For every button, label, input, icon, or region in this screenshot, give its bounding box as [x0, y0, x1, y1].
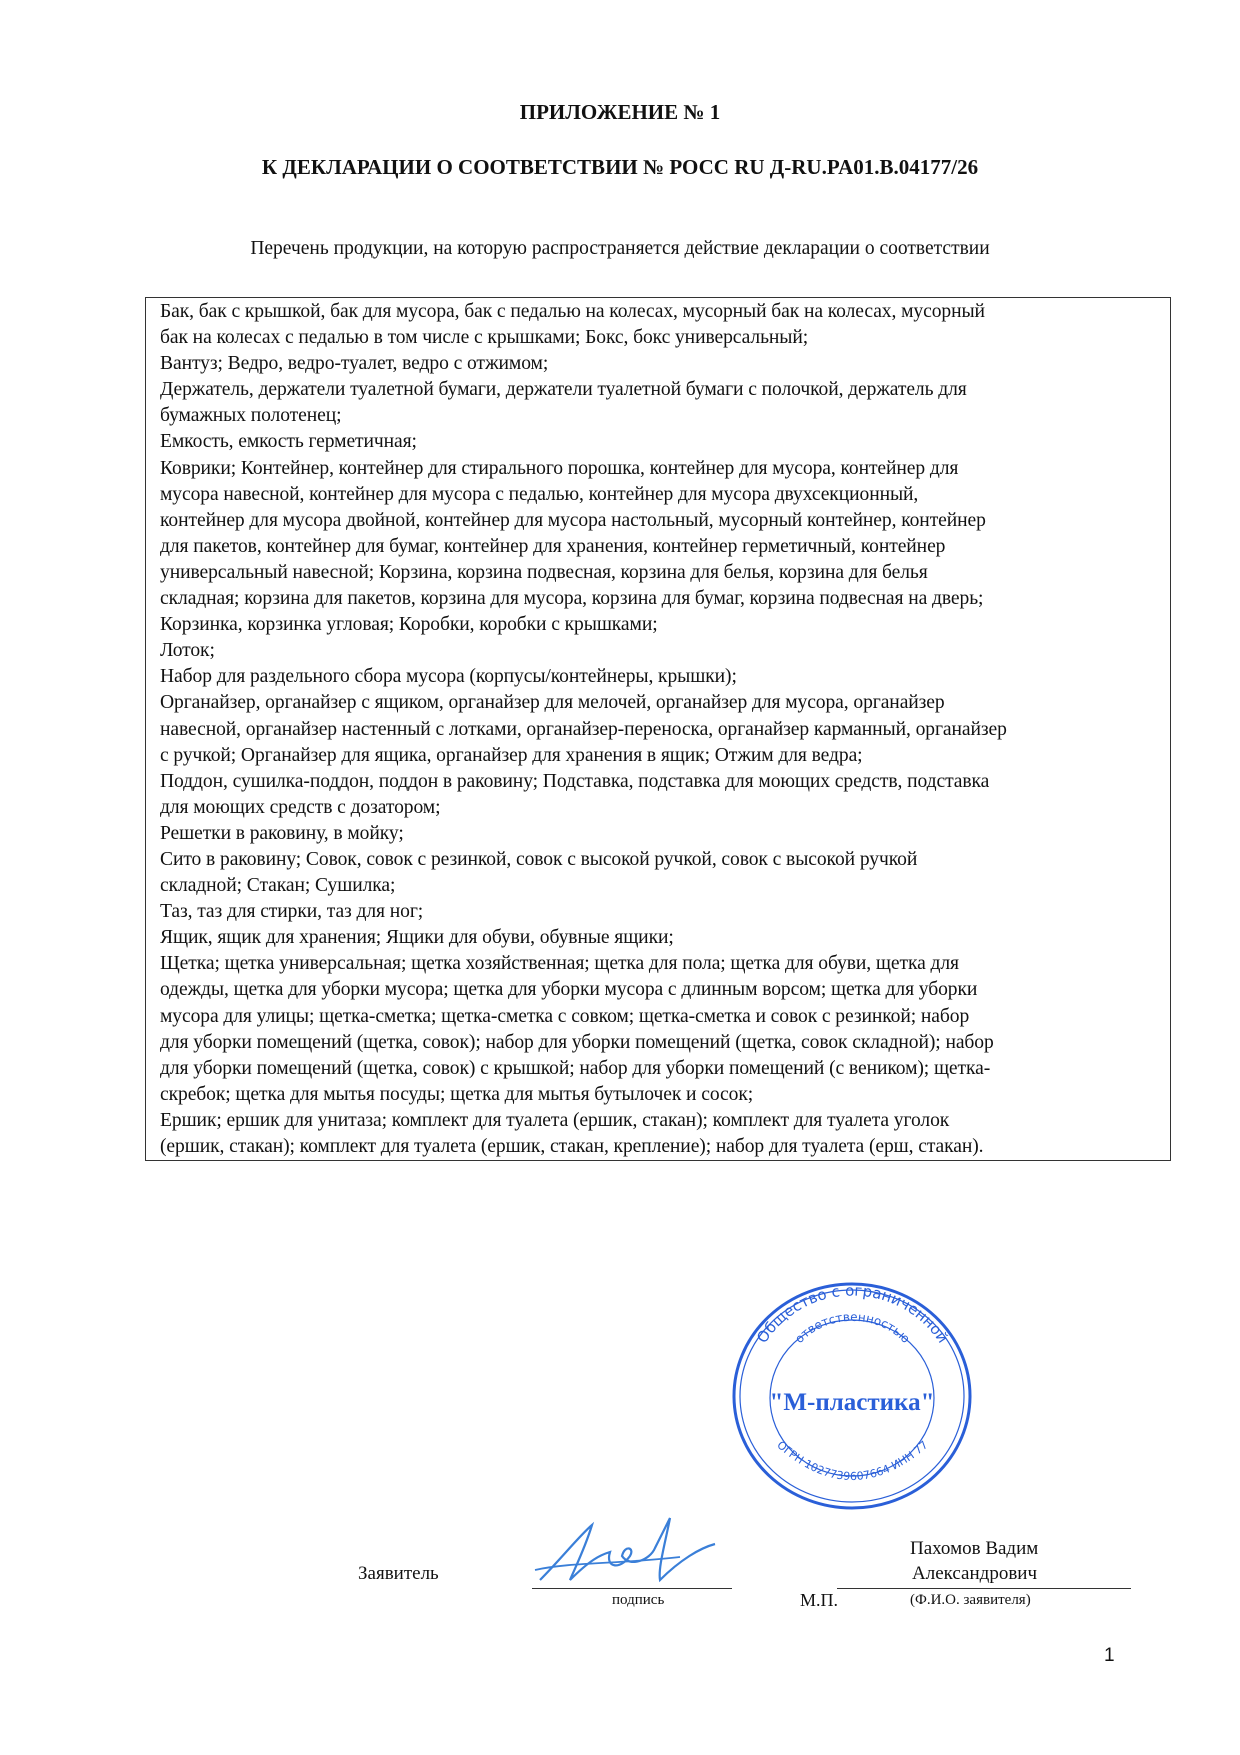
product-list-line: Ящик, ящик для хранения; Ящики для обуви, обувные ящики;	[160, 927, 674, 949]
product-list-line: универсальный навесной; Корзина, корзина подвесная, корзина для белья, корзина для белья	[160, 561, 928, 583]
product-list-line: Решетки в раковину, в мойку;	[160, 822, 404, 844]
svg-text:Общество с ограниченной: Общество с ограниченной	[753, 1281, 952, 1347]
page-number: 1	[1104, 1645, 1115, 1666]
product-list-line: навесной, органайзер настенный с лотками, органайзер-переноска, органайзер карманный, органайзер	[160, 718, 1007, 740]
product-list-box	[145, 297, 1171, 1161]
product-list-line: Таз, таз для стирки, таз для ног;	[160, 901, 424, 923]
handwritten-signature	[530, 1510, 720, 1585]
document-subtitle: К ДЕКЛАРАЦИИ О СООТВЕТСТВИИ № РОСС RU Д-RU.PA01.B.04177/26	[261, 155, 979, 179]
product-list-line: для пакетов, контейнер для бумаг, контейнер для хранения, контейнер герметичный, контейнер	[160, 535, 946, 557]
product-list-line: Щетка; щетка универсальная; щетка хозяйственная; щетка для пола; щетка для обуви, щетка для	[160, 953, 959, 975]
applicant-label: Заявитель	[358, 1563, 439, 1584]
product-list-line: Ершик; ершик для унитаза; комплект для туалета (ершик, стакан); комплект для туалета уголок	[160, 1109, 950, 1131]
product-list-line: с ручкой; Органайзер для ящика, органайзер для хранения в ящик; Отжим для ведра;	[160, 744, 863, 766]
name-line	[837, 1588, 1131, 1589]
product-list-line: Держатель, держатели туалетной бумаги, держатели туалетной бумаги с полочкой, держатель для	[160, 379, 967, 401]
stamp-company: "М-пластика"	[769, 1389, 935, 1416]
product-list-line: бак на колесах с педалью в том числе с крышками; Бокс, бокс универсальный;	[160, 327, 809, 349]
product-list-line: мусора для улицы; щетка-сметка; щетка-сметка с совком; щетка-сметка и совок с резинкой; набор	[160, 1005, 970, 1027]
product-list-line: Емкость, емкость герметичная;	[160, 431, 417, 453]
product-list-line: Поддон, сушилка-поддон, поддон в раковину; Подставка, подставка для моющих средств, подставка	[160, 770, 990, 792]
product-list-line: Сито в раковину; Совок, совок с резинкой, совок с высокой ручкой, совок с высокой ручкой	[160, 848, 918, 870]
product-list-line: складной; Стакан; Сушилка;	[160, 875, 396, 897]
intro-text: Перечень продукции, на которую распространяется действие декларации о соответствии	[250, 238, 990, 259]
product-list-line: складная; корзина для пакетов, корзина для мусора, корзина для бумаг, корзина подвесная на дверь;	[160, 588, 984, 610]
document-title: ПРИЛОЖЕНИЕ № 1	[519, 100, 721, 124]
product-list-line: Вантуз; Ведро, ведро-туалет, ведро с отжимом;	[160, 353, 549, 375]
signature-caption: подпись	[612, 1592, 665, 1608]
product-list-line: Коврики; Контейнер, контейнер для стирального порошка, контейнер для мусора, контейнер для	[160, 457, 959, 479]
signature-line	[532, 1588, 732, 1589]
company-stamp	[730, 1280, 975, 1512]
product-list-line: для моющих средств с дозатором;	[160, 796, 441, 818]
name-caption: (Ф.И.О. заявителя)	[910, 1592, 1031, 1608]
product-list-line: Органайзер, органайзер с ящиком, органайзер для мелочей, органайзер для мусора, органайзер	[160, 692, 945, 714]
product-list-line: Набор для раздельного сбора мусора (корпусы/контейнеры, крышки);	[160, 666, 737, 688]
product-list-line: контейнер для мусора двойной, контейнер для мусора настольный, мусорный контейнер, контейнер	[160, 509, 986, 531]
applicant-name-line2: Александрович	[912, 1563, 1038, 1584]
svg-text:ответственностью: ответственностью	[792, 1309, 913, 1346]
product-list-line: для уборки помещений (щетка, совок) с крышкой; набор для уборки помещений (с веником); щетка-	[160, 1057, 991, 1079]
product-list-line: Лоток;	[160, 640, 215, 662]
product-list-line: бумажных полотенец;	[160, 405, 342, 427]
product-list-line: для уборки помещений (щетка, совок); набор для уборки помещений (щетка, совок складной); набор	[160, 1031, 994, 1053]
product-list-line: одежды, щетка для уборки мусора; щетка для уборки мусора с длинным ворсом; щетка для уборки	[160, 979, 978, 1001]
product-list-line: Корзинка, корзинка угловая; Коробки, коробки с крышками;	[160, 614, 658, 636]
product-list-line: (ершик, стакан); комплект для туалета (ершик, стакан, крепление); набор для туалета (ерш, стакан).	[160, 1136, 984, 1157]
seal-label: М.П.	[800, 1590, 839, 1610]
product-list-line: мусора навесной, контейнер для мусора с педалью, контейнер для мусора двухсекционный,	[160, 483, 919, 505]
applicant-name-line1: Пахомов Вадим	[910, 1538, 1039, 1559]
svg-text:ОГРН 1027739607664 ИНН 77: ОГРН 1027739607664 ИНН 77	[774, 1438, 931, 1484]
product-list-line: Бак, бак с крышкой, бак для мусора, бак с педалью на колесах, мусорный бак на колесах, мусорный	[160, 301, 985, 322]
product-list-line: скребок; щетка для мытья посуды; щетка для мытья бутылочек и сосок;	[160, 1083, 754, 1105]
